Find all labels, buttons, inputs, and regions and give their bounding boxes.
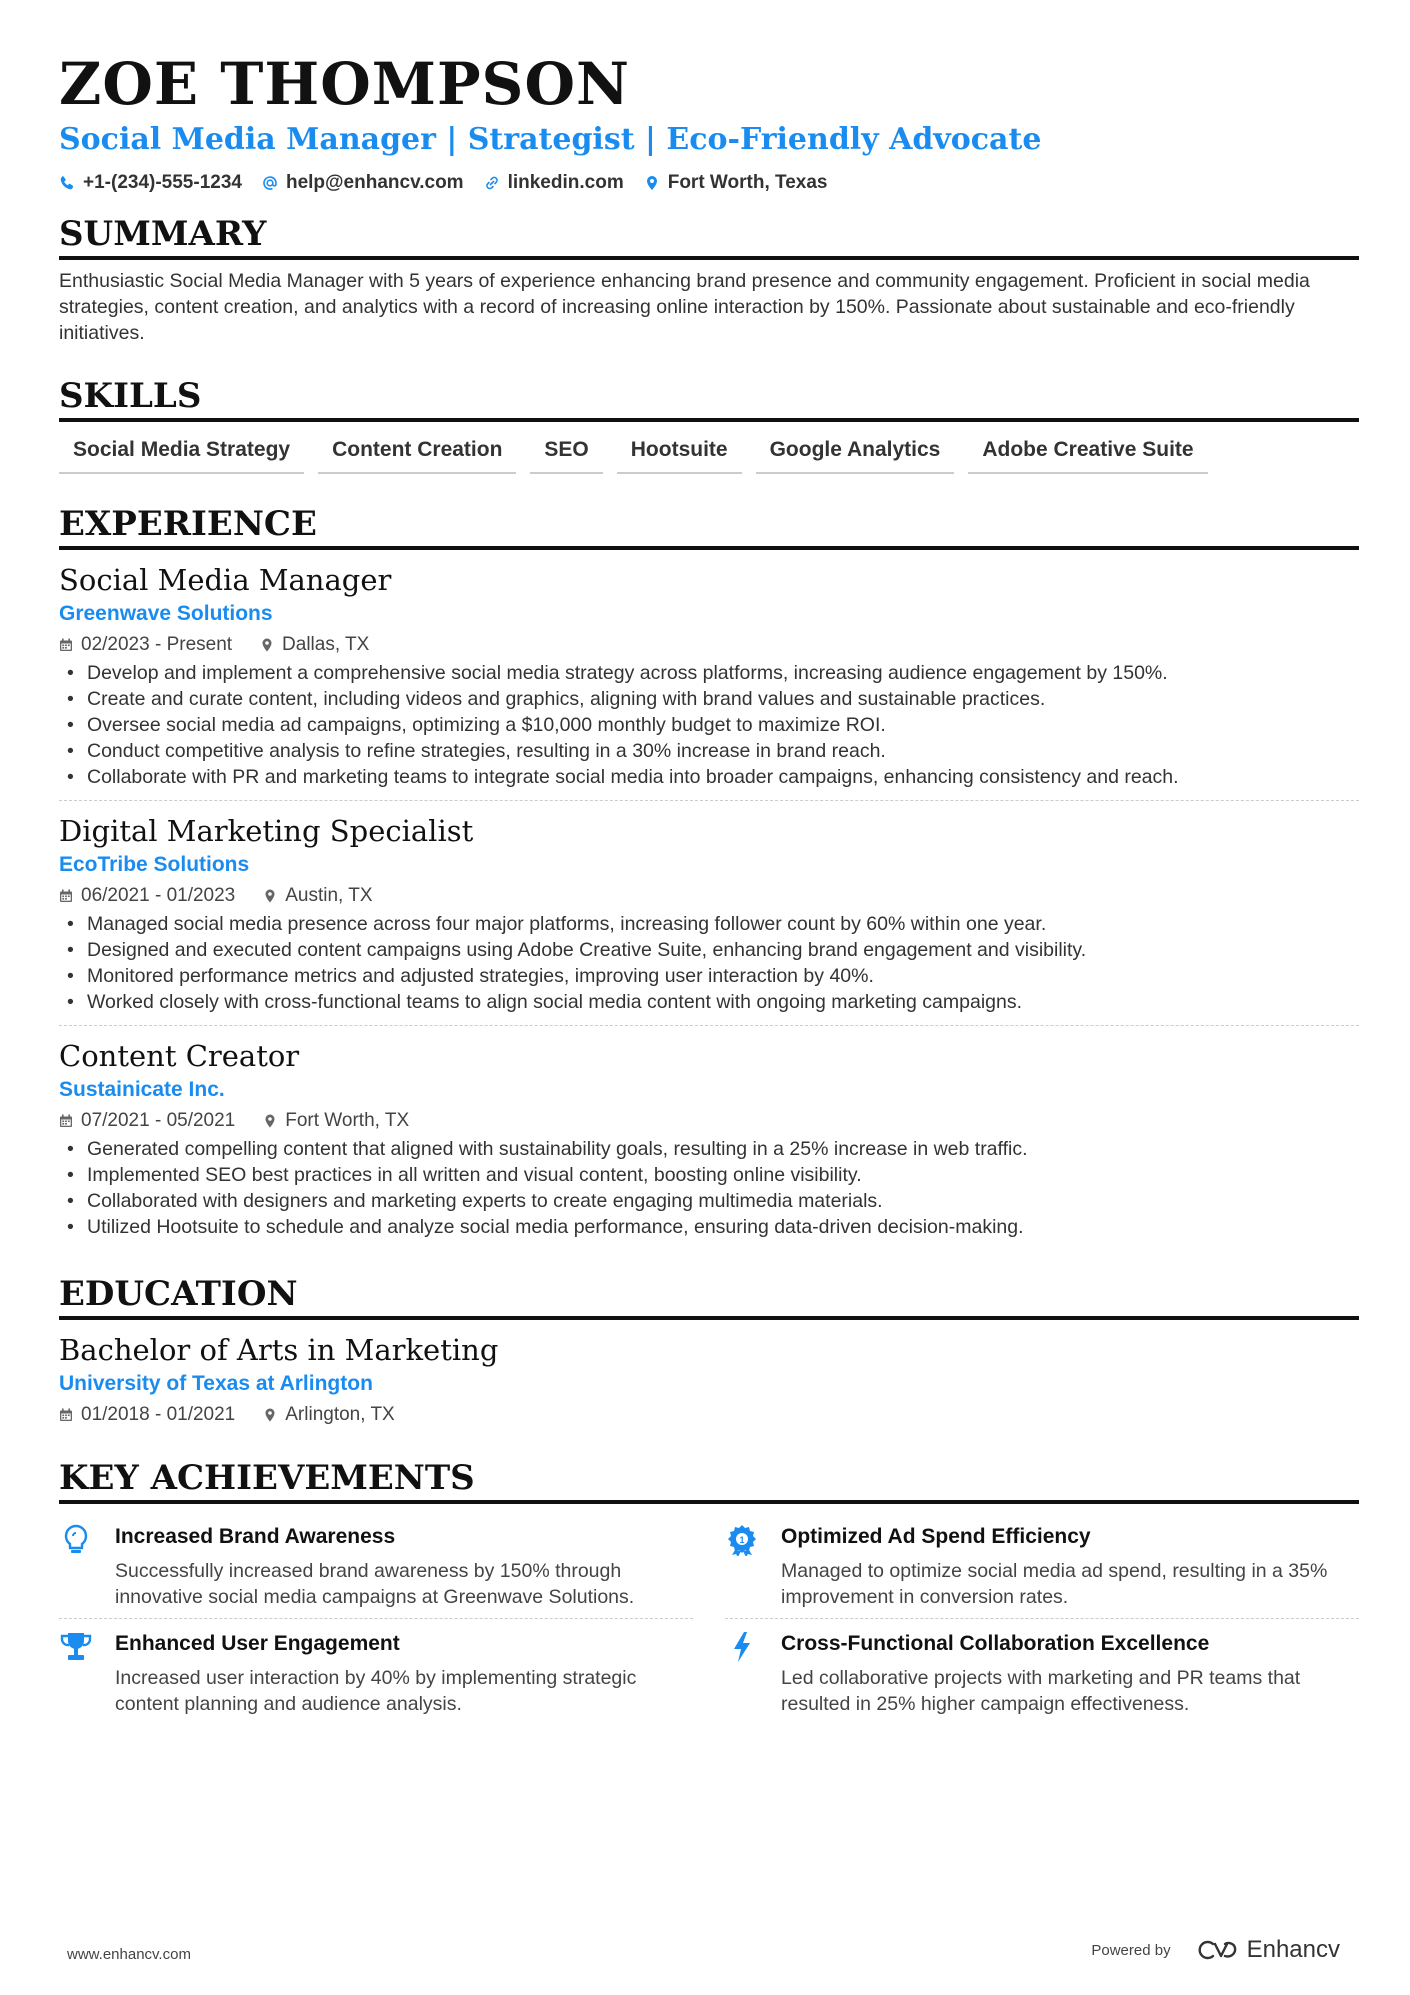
achievement-text: Led collaborative projects with marketing and PR teams that resulted in 25% higher campaign effectiveness. bbox=[781, 1667, 1301, 1715]
achievement-item bbox=[725, 1619, 1359, 1725]
location-pin-icon bbox=[263, 1408, 277, 1422]
skill-tag: SEO bbox=[530, 436, 602, 474]
job-bullet: • Designed and executed content campaigns using Adobe Creative Suite, enhancing brand engagement and visibility. bbox=[59, 937, 1359, 963]
candidate-name: ZOE THOMPSON bbox=[59, 50, 630, 118]
job-bullets bbox=[59, 1136, 1359, 1240]
experience-entry bbox=[59, 550, 1359, 801]
achievements-heading: KEY ACHIEVEMENTS bbox=[59, 1458, 1359, 1504]
education-location-text: Arlington, TX bbox=[285, 1404, 395, 1425]
experience-entry bbox=[59, 801, 1359, 1026]
lightning-bolt-icon bbox=[732, 1631, 752, 1663]
enhancv-logo[interactable] bbox=[1195, 1936, 1340, 1964]
job-bullet: • Oversee social media ad campaigns, optimizing a $10,000 monthly budget to maximize ROI. bbox=[59, 712, 1359, 738]
job-location bbox=[263, 1110, 409, 1132]
skill-tag: Content Creation bbox=[318, 436, 516, 474]
contact-email[interactable] bbox=[262, 172, 464, 194]
education-location bbox=[263, 1404, 394, 1426]
contact-location bbox=[644, 172, 828, 194]
job-dates-text: 06/2021 - 01/2023 bbox=[81, 885, 236, 906]
job-role: Social Media Manager bbox=[59, 563, 392, 597]
enhancv-logo-icon bbox=[1195, 1939, 1239, 1961]
footer-website[interactable]: www.enhancv.com bbox=[67, 1946, 191, 1963]
job-bullet: • Monitored performance metrics and adjusted strategies, improving user interaction by 40%. bbox=[59, 963, 1359, 989]
skill-tag: Google Analytics bbox=[756, 436, 955, 474]
job-bullet: • Utilized Hootsuite to schedule and analyze social media performance, ensuring data-driven decision-making. bbox=[59, 1214, 1359, 1240]
achievements-grid bbox=[59, 1512, 1359, 1725]
education-degree: Bachelor of Arts in Marketing bbox=[59, 1333, 499, 1367]
job-bullet: • Develop and implement a comprehensive social media strategy across platforms, increasing audience engagement by 150%. bbox=[59, 660, 1359, 686]
education-dates bbox=[59, 1404, 235, 1426]
svg-text:1: 1 bbox=[739, 1535, 745, 1545]
education-meta bbox=[59, 1404, 1359, 1426]
footer-branding bbox=[1091, 1936, 1340, 1964]
job-location bbox=[260, 634, 369, 656]
job-dates-text: 07/2021 - 05/2021 bbox=[81, 1110, 236, 1131]
contact-phone-text: +1-(234)-555-1234 bbox=[83, 172, 242, 193]
job-company: Greenwave Solutions bbox=[59, 602, 273, 625]
job-bullet: • Managed social media presence across four major platforms, increasing follower count by 60% within one year. bbox=[59, 911, 1359, 937]
achievement-text: Increased user interaction by 40% by implementing strategic content planning and audience analysis. bbox=[115, 1667, 637, 1715]
job-bullet: • Create and curate content, including videos and graphics, aligning with brand values and sustainable practices. bbox=[59, 686, 1359, 712]
achievement-text: Successfully increased brand awareness by 150% through innovative social media campaigns at Greenwave Solutions. bbox=[115, 1560, 635, 1608]
job-dates-text: 02/2023 - Present bbox=[81, 634, 233, 655]
job-meta bbox=[59, 634, 1359, 656]
education-school: University of Texas at Arlington bbox=[59, 1372, 373, 1395]
job-location-text: Dallas, TX bbox=[282, 634, 370, 655]
achievement-text: Managed to optimize social media ad spend, resulting in a 35% improvement in conversion rates. bbox=[781, 1560, 1328, 1608]
at-icon bbox=[262, 175, 278, 191]
job-dates bbox=[59, 1110, 235, 1132]
skills-heading: SKILLS bbox=[59, 376, 1359, 422]
link-icon bbox=[484, 175, 500, 191]
resume-page bbox=[59, 52, 1359, 1725]
candidate-headline: Social Media Manager | Strategist | Eco-Friendly Advocate bbox=[59, 122, 1042, 157]
location-pin-icon bbox=[263, 889, 277, 903]
job-bullet: • Collaborate with PR and marketing teams to integrate social media into broader campaigns, enhancing consistency and reach. bbox=[59, 764, 1359, 790]
calendar-icon bbox=[59, 889, 73, 903]
experience-entry bbox=[59, 1026, 1359, 1250]
skill-tag: Adobe Creative Suite bbox=[968, 436, 1207, 474]
skill-tag: Hootsuite bbox=[617, 436, 742, 474]
job-company: EcoTribe Solutions bbox=[59, 853, 250, 876]
job-bullets bbox=[59, 911, 1359, 1015]
lightbulb-icon bbox=[63, 1524, 89, 1556]
job-company: Sustainicate Inc. bbox=[59, 1078, 225, 1101]
job-bullet: • Worked closely with cross-functional teams to align social media content with ongoing marketing campaigns. bbox=[59, 989, 1359, 1015]
location-pin-icon bbox=[263, 1114, 277, 1128]
achievement-title: Increased Brand Awareness bbox=[115, 1525, 396, 1548]
education-dates-text: 01/2018 - 01/2021 bbox=[81, 1404, 236, 1425]
contact-linkedin-text: linkedin.com bbox=[507, 172, 624, 193]
skills-list bbox=[59, 436, 1359, 474]
achievement-item bbox=[59, 1512, 693, 1619]
summary-heading: SUMMARY bbox=[59, 214, 1359, 260]
job-dates bbox=[59, 634, 232, 656]
contact-linkedin[interactable] bbox=[484, 172, 624, 194]
phone-icon bbox=[59, 175, 75, 191]
experience-heading: EXPERIENCE bbox=[59, 504, 1359, 550]
job-location-text: Fort Worth, TX bbox=[285, 1110, 410, 1131]
calendar-icon bbox=[59, 638, 73, 652]
powered-by-label: Powered by bbox=[1091, 1941, 1171, 1959]
contact-phone[interactable] bbox=[59, 172, 242, 194]
job-bullet: • Conduct competitive analysis to refine strategies, resulting in a 30% increase in brand reach. bbox=[59, 738, 1359, 764]
contact-row bbox=[59, 172, 1359, 194]
job-meta bbox=[59, 885, 1359, 907]
location-pin-icon bbox=[260, 638, 274, 652]
achievement-title: Enhanced User Engagement bbox=[115, 1632, 400, 1655]
achievement-item bbox=[59, 1619, 693, 1725]
enhancv-logo-text: Enhancv bbox=[1246, 1936, 1340, 1963]
contact-email-text: help@enhancv.com bbox=[285, 172, 464, 193]
job-bullet: • Generated compelling content that aligned with sustainability goals, resulting in a 25% increase in web traffic. bbox=[59, 1136, 1359, 1162]
summary-text: Enthusiastic Social Media Manager with 5 years of experience enhancing brand presence and community engagement. Proficient in social media strategies, content creation, and analytics with a record of increasing online interaction by 150%. Passionate about sustainable and eco-friendly initiatives. bbox=[59, 270, 1310, 344]
job-location bbox=[263, 885, 372, 907]
education-entry bbox=[59, 1320, 1359, 1426]
job-bullet: • Implemented SEO best practices in all written and visual content, boosting online visibility. bbox=[59, 1162, 1359, 1188]
location-pin-icon bbox=[644, 175, 660, 191]
job-dates bbox=[59, 885, 235, 907]
contact-location-text: Fort Worth, Texas bbox=[667, 172, 828, 193]
job-location-text: Austin, TX bbox=[285, 885, 373, 906]
education-heading: EDUCATION bbox=[59, 1274, 1359, 1320]
award-badge-icon bbox=[727, 1524, 757, 1556]
skill-tag: Social Media Strategy bbox=[59, 436, 304, 474]
job-role: Digital Marketing Specialist bbox=[59, 814, 474, 848]
calendar-icon bbox=[59, 1408, 73, 1422]
trophy-icon bbox=[59, 1631, 93, 1663]
achievement-title: Optimized Ad Spend Efficiency bbox=[781, 1525, 1091, 1548]
job-bullets bbox=[59, 660, 1359, 790]
calendar-icon bbox=[59, 1114, 73, 1128]
job-role: Content Creator bbox=[59, 1039, 300, 1073]
job-bullet: • Collaborated with designers and marketing experts to create engaging multimedia materials. bbox=[59, 1188, 1359, 1214]
achievement-title: Cross-Functional Collaboration Excellence bbox=[781, 1632, 1210, 1655]
job-meta bbox=[59, 1110, 1359, 1132]
achievement-item bbox=[725, 1512, 1359, 1619]
